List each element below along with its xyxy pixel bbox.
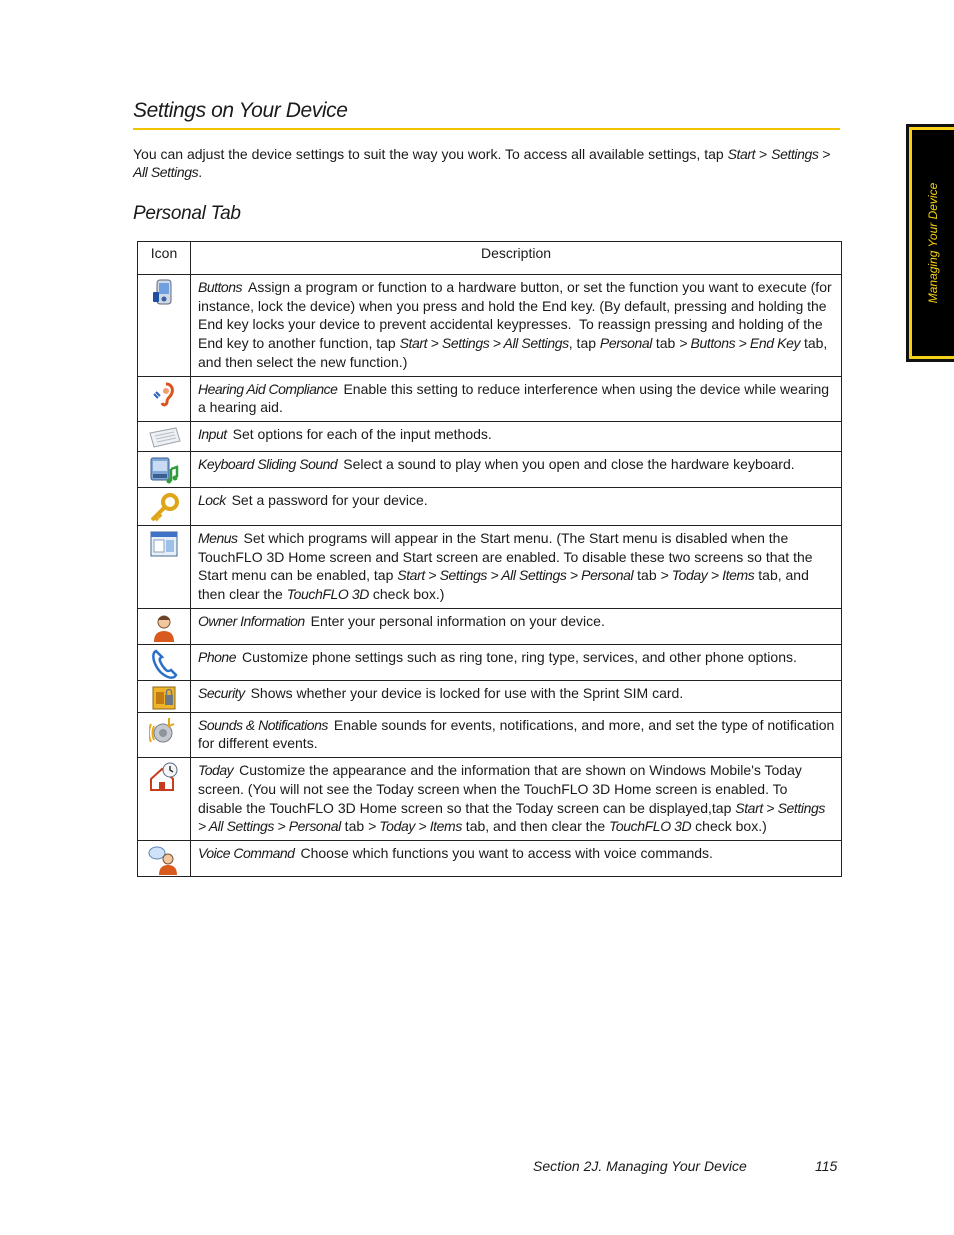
intro-path-settings: Settings [771,146,819,162]
table-row [138,644,842,680]
setting-name: Menus [198,529,238,546]
setting-description-text: Enter your personal information on your device. [310,612,605,629]
page-number: 115 [815,1158,838,1174]
voice-command-icon [138,840,191,876]
setting-description-text: Set a password for your device. [231,491,428,508]
table-row [138,608,842,644]
today-icon [138,758,191,841]
setting-name: Owner Information [198,612,305,629]
setting-description-text: Select a sound to play when you open and close the hardware keyboard. [343,455,795,472]
table-row [138,525,842,608]
intro-path-all-settings: All Settings [133,164,199,180]
phone-icon [138,644,191,680]
setting-name: Security [198,684,245,701]
setting-description [191,421,842,451]
setting-name: Input [198,425,227,442]
key-icon [138,487,191,525]
setting-name: Buttons [198,279,242,295]
owner-icon [138,608,191,644]
setting-description-text: Enable this setting to reduce interference when using the device while wearing a hearing aid. [198,380,830,416]
setting-name: Sounds & Notifications [198,716,328,733]
table-row [138,421,842,451]
menus-icon [138,525,191,608]
setting-description [191,680,842,712]
setting-name: Keyboard Sliding Sound [198,455,338,472]
table-header-row [138,242,842,275]
setting-description-text: Enable sounds for events, notifications, and more, and set the type of notification for different events. [198,716,835,752]
table-row [138,487,842,525]
keyboard-icon [138,421,191,451]
setting-description [191,608,842,644]
setting-name: Phone [198,648,236,665]
setting-description-text: Set options for each of the input methods. [232,425,492,442]
chapter-side-tab-label: Managing Your Device [926,182,940,304]
setting-name: Hearing Aid Compliance [198,380,338,397]
table-row [138,758,842,841]
table-row [138,840,842,876]
table-row [138,451,842,487]
chapter-side-tab [906,124,954,362]
table-row [138,275,842,377]
setting-name: Voice Command [198,844,295,861]
section-subtitle: Personal Tab [133,203,241,224]
setting-description [191,758,842,841]
intro-text: You can adjust the device settings to suit the way you work. To access all available settings, tap [133,146,724,162]
intro-path-start: Start [727,146,756,162]
setting-description [191,487,842,525]
sounds-icon [138,712,191,757]
setting-name: Today [198,762,234,779]
setting-description-text: Customize the appearance and the information that are shown on Windows Mobile's Today screen. (You will not see the Today screen when the TouchFLO 3D Home screen is enabled. To disable the TouchFLO 3D Home screen so that the Today screen can be displayed,tap Start > Settings > All Settings > Personal tab > Today > Items tab, and then clear the TouchFLO 3D check box.) [198,762,825,835]
setting-description [191,644,842,680]
table-row [138,712,842,757]
table-row [138,680,842,712]
settings-table [137,241,842,877]
setting-description-text: Shows whether your device is locked for use with the Sprint SIM card. [250,684,684,701]
setting-description-text: Assign a program or function to a hardware button, or set the function you want to execute (for instance, lock the device) when you press and hold the End key. (By default, pressing and holding the End key locks your device to prevent accidental keypresses. To reassign pressing and holding of the End key to another function, tap Start > Settings > All Settings, tap Personal tab > Buttons > End Key tab, and then select the new function.) [198,279,832,370]
setting-description [191,376,842,421]
hearing-aid-icon [138,376,191,421]
page-footer: Section 2J. Managing Your Device [533,1158,747,1174]
keyboard-sound-icon [138,451,191,487]
page-title: Settings on Your Device [133,99,840,130]
setting-description-text: Customize phone settings such as ring tone, ring type, services, and other phone options. [241,648,797,665]
table-row [138,376,842,421]
setting-description [191,712,842,757]
buttons-icon [138,275,191,377]
header-description: Description [191,242,842,275]
intro-paragraph: You can adjust the device settings to suit the way you work. To access all available settings, tap Start > Settings > All Settings. [133,146,831,180]
setting-name: Lock [198,491,226,508]
security-icon [138,680,191,712]
setting-description-text: Set which programs will appear in the Start menu. (The Start menu is disabled when the TouchFLO 3D Home screen and Start screen are enabled. To disable these two screens so that the Start menu can be enabled, tap Start > Settings > All Settings > Personal tab > Today > Items tab, and then clear the TouchFLO 3D check box.) [198,529,813,603]
setting-description [191,840,842,876]
header-icon: Icon [138,242,191,275]
setting-description [191,275,842,377]
setting-description [191,451,842,487]
setting-description [191,525,842,608]
setting-description-text: Choose which functions you want to access with voice commands. [300,844,713,861]
